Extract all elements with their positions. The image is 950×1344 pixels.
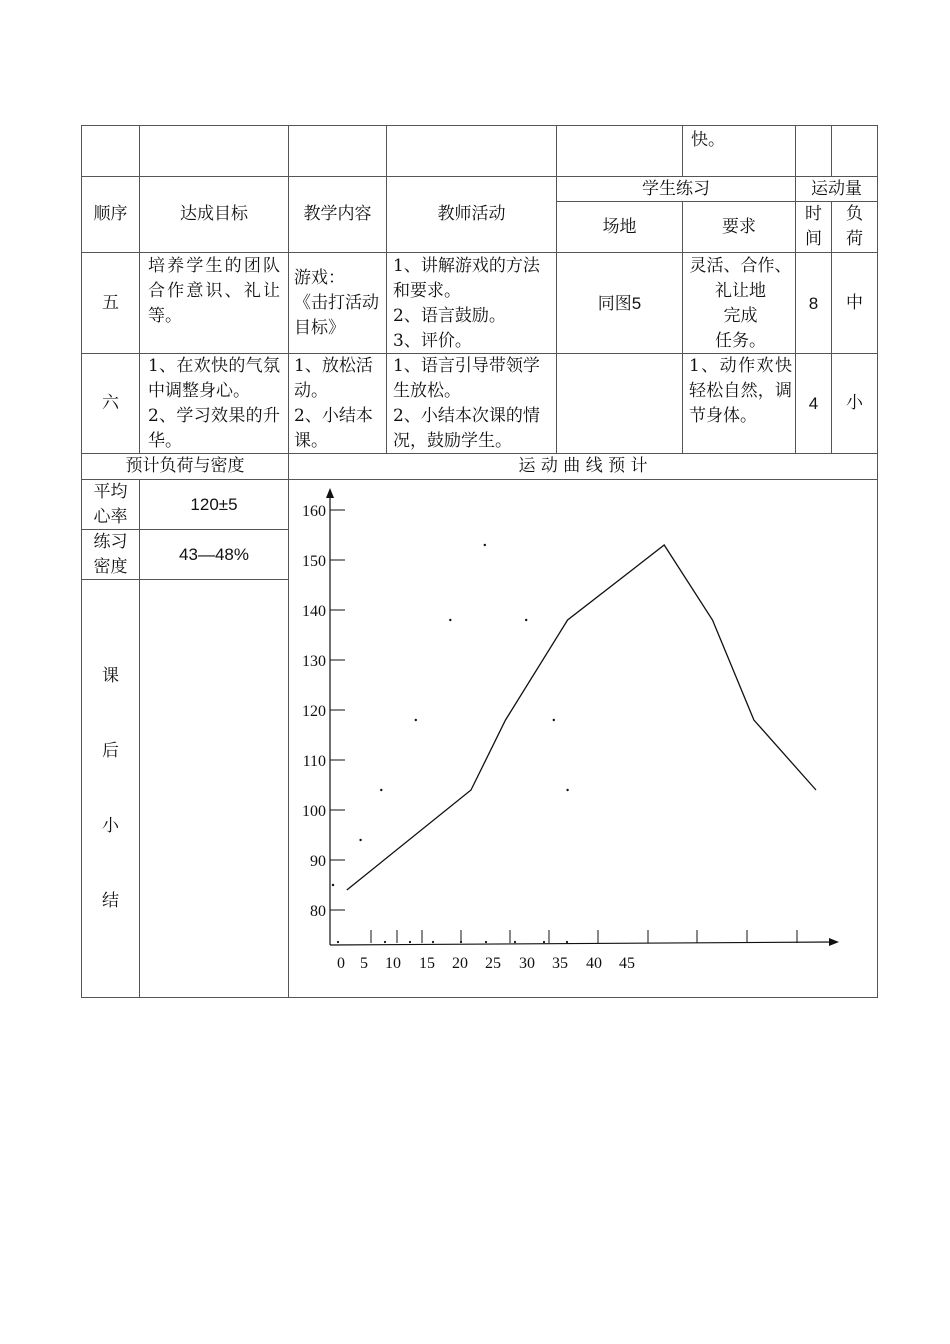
x-tick-label: 0 — [337, 955, 345, 972]
row-6-load: 小 — [846, 393, 863, 413]
x-axis-dot — [337, 941, 339, 943]
curve-dot — [484, 544, 486, 546]
y-axis-arrow — [326, 488, 334, 498]
header-exercise-amount: 运动量 — [811, 178, 862, 199]
table-line — [831, 125, 832, 176]
x-tick-label: 30 — [519, 955, 535, 972]
header-time: 时 间 — [805, 204, 822, 249]
x-tick-label: 15 — [419, 955, 435, 972]
row-5-content: 游戏： 《击打活动目标》 — [294, 268, 379, 338]
chart-ticks — [302, 503, 797, 972]
curve-title: 运 动 曲 线 预 计 — [518, 456, 648, 476]
header-requirement: 要求 — [722, 216, 756, 237]
curve-dot — [415, 719, 417, 721]
table-line — [386, 125, 387, 454]
row-5-teacher: 1、讲解游戏的方法和要求。 2、语言鼓励。 3、评价。 — [393, 256, 540, 351]
x-axis-dot — [485, 941, 487, 943]
density-label: 练习 密度 — [93, 531, 128, 577]
row-6-venue — [557, 354, 682, 453]
row-5-order: 五 — [102, 292, 119, 313]
chart-series — [347, 545, 816, 890]
x-tick-label: 5 — [360, 955, 368, 972]
chart-axes — [326, 488, 839, 946]
density-value: 43—48% — [179, 545, 249, 564]
x-axis-dot — [384, 941, 386, 943]
heart-rate-value: 120±5 — [190, 495, 238, 514]
y-tick-label: 110 — [302, 753, 326, 770]
x-axis-dot — [514, 941, 516, 943]
x-axis — [330, 942, 833, 945]
curve-dot — [332, 884, 334, 886]
x-tick-label: 40 — [586, 955, 602, 972]
curve-dot — [525, 619, 527, 621]
table-line — [139, 125, 140, 454]
row-6-requirement: 1、动作欢快轻松自然，调节身体。 — [689, 356, 792, 426]
exercise-curve-chart — [289, 480, 877, 997]
x-axis-dot — [460, 941, 462, 943]
row-6-teacher: 1、语言引导带领学生放松。 2、小结本次课的情况，鼓励学生。 — [393, 356, 540, 451]
top-row-requirement: 快。 — [691, 130, 725, 150]
header-content: 教学内容 — [303, 204, 372, 224]
y-tick-label: 100 — [302, 803, 326, 820]
row-6-goal: 1、在欢快的气氛中调整身心。 2、学习效果的升华。 — [148, 356, 280, 451]
curve-dot — [449, 619, 451, 621]
y-tick-label: 140 — [302, 603, 326, 620]
heart-rate-label: 平均 心率 — [93, 481, 128, 527]
header-order: 顺序 — [93, 204, 128, 224]
summary-content — [140, 580, 288, 997]
curve-dot — [566, 789, 568, 791]
y-tick-label: 160 — [302, 503, 326, 520]
summary-label: 课 后 小 结 — [102, 665, 119, 911]
row-5-load: 中 — [846, 292, 863, 313]
y-tick-label: 80 — [310, 903, 326, 920]
x-axis-dot — [566, 941, 568, 943]
chart-dots — [332, 544, 569, 886]
x-axis-dot — [543, 941, 545, 943]
table-line — [682, 125, 683, 176]
row-5-venue: 同图5 — [597, 293, 642, 313]
y-tick-label: 90 — [310, 853, 326, 870]
x-tick-label: 35 — [552, 955, 568, 972]
y-tick-label: 150 — [302, 553, 326, 570]
curve-dot — [380, 789, 382, 791]
table-border-right — [877, 125, 878, 998]
heart-rate-curve — [347, 545, 816, 890]
x-axis-dot — [432, 941, 434, 943]
header-student-practice: 学生练习 — [642, 178, 710, 199]
header-teacher: 教师活动 — [437, 204, 506, 224]
curve-dot — [553, 719, 555, 721]
table-border-bottom — [81, 997, 878, 998]
y-tick-label: 120 — [302, 703, 326, 720]
x-tick-label: 45 — [619, 955, 635, 972]
load-density-title: 预计负荷与密度 — [125, 456, 245, 476]
header-goal: 达成目标 — [180, 204, 248, 224]
table-border-top — [81, 125, 878, 126]
curve-dot — [359, 839, 361, 841]
x-tick-label: 20 — [452, 955, 468, 972]
row-6-content: 1、放松活动。 2、小结本课。 — [294, 356, 373, 451]
x-tick-label: 10 — [385, 955, 401, 972]
x-axis-arrow — [829, 938, 839, 946]
x-axis-dot — [409, 941, 411, 943]
row-6-order: 六 — [102, 393, 119, 413]
row-5-time: 8 — [808, 293, 819, 313]
row-5-requirement: 灵活、合作、礼让地 完成 任务。 — [689, 256, 792, 351]
row-5-goal: 培养学生的团队合作意识、礼让等。 — [148, 256, 280, 326]
table-line — [81, 252, 878, 253]
header-venue: 场地 — [602, 216, 637, 237]
y-tick-label: 130 — [302, 653, 326, 670]
row-6-time: 4 — [808, 394, 819, 413]
header-load: 负 荷 — [846, 204, 863, 249]
x-tick-label: 25 — [485, 955, 501, 972]
